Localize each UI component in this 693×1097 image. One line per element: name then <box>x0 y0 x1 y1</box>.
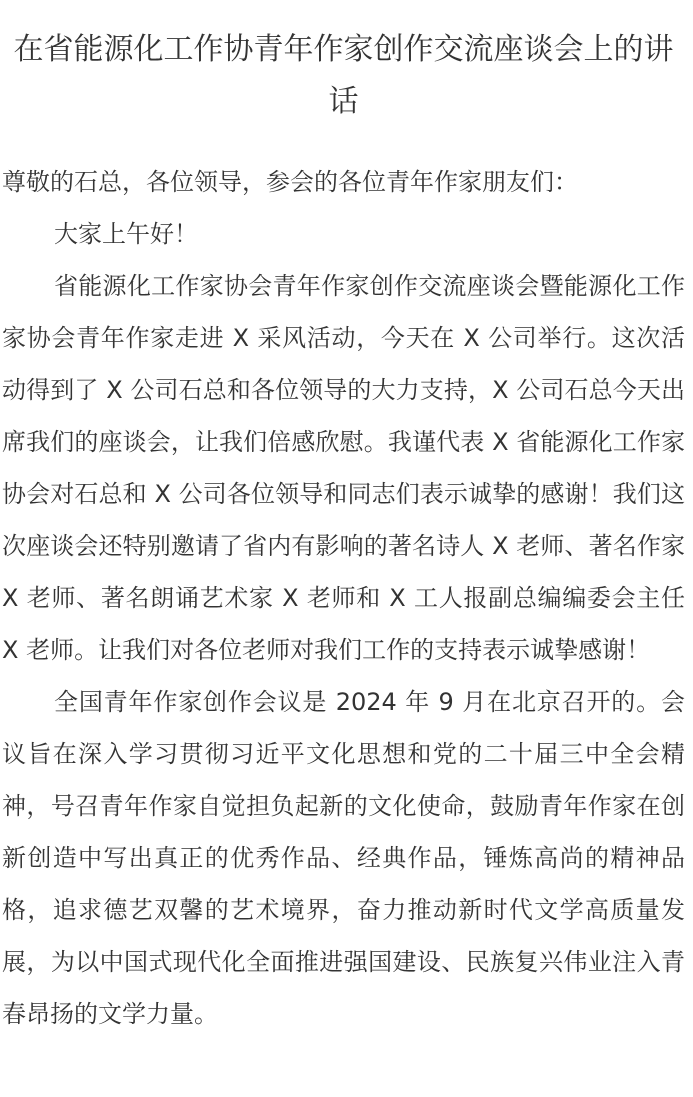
document-body <box>2 156 685 1040</box>
body-paragraph: 全国青年作家创作会议是 2024 年 9 月在北京召开的。会议旨在深入学习贯彻习近平文化思想和党的二十届三中全会精神，号召青年作家自觉担负起新的文化使命，鼓励青年作家在创新创造中写出真正的优秀作品、经典作品，锤炼高尚的精神品格，追求德艺双馨的艺术境界，奋力推动新时代文学高质量发展，为以中国式现代化全面推进强国建设、民族复兴伟业注入青春昂扬的文学力量。 <box>2 688 685 1028</box>
document-title: 在省能源化工作协青年作家创作交流座谈会上的讲话 <box>13 32 674 119</box>
greeting-paragraph: 大家上午好！ <box>54 220 198 248</box>
body-paragraph: 省能源化工作家协会青年作家创作交流座谈会暨能源化工作家协会青年作家走进 X 采风活动，今天在 X 公司举行。这次活动得到了 X 公司石总和各位领导的大力支持，X 公司石总今天出席我们的座谈会，让我们倍感欣慰。我谨代表 X 省能源化工作家协会对石总和 X 公司各位领导和同志们表示诚挚的感谢！我们这次座谈会还特别邀请了省内有影响的著名诗人 X 老师、著名作家 X 老师、著名朗诵艺术家 X 老师和 X 工人报副总编编委会主任 X 老师。让我们对各位老师对我们工作的支持表示诚挚感谢！ <box>2 272 685 664</box>
salutation-paragraph: 尊敬的石总，各位领导，参会的各位青年作家朋友们： <box>2 168 578 196</box>
